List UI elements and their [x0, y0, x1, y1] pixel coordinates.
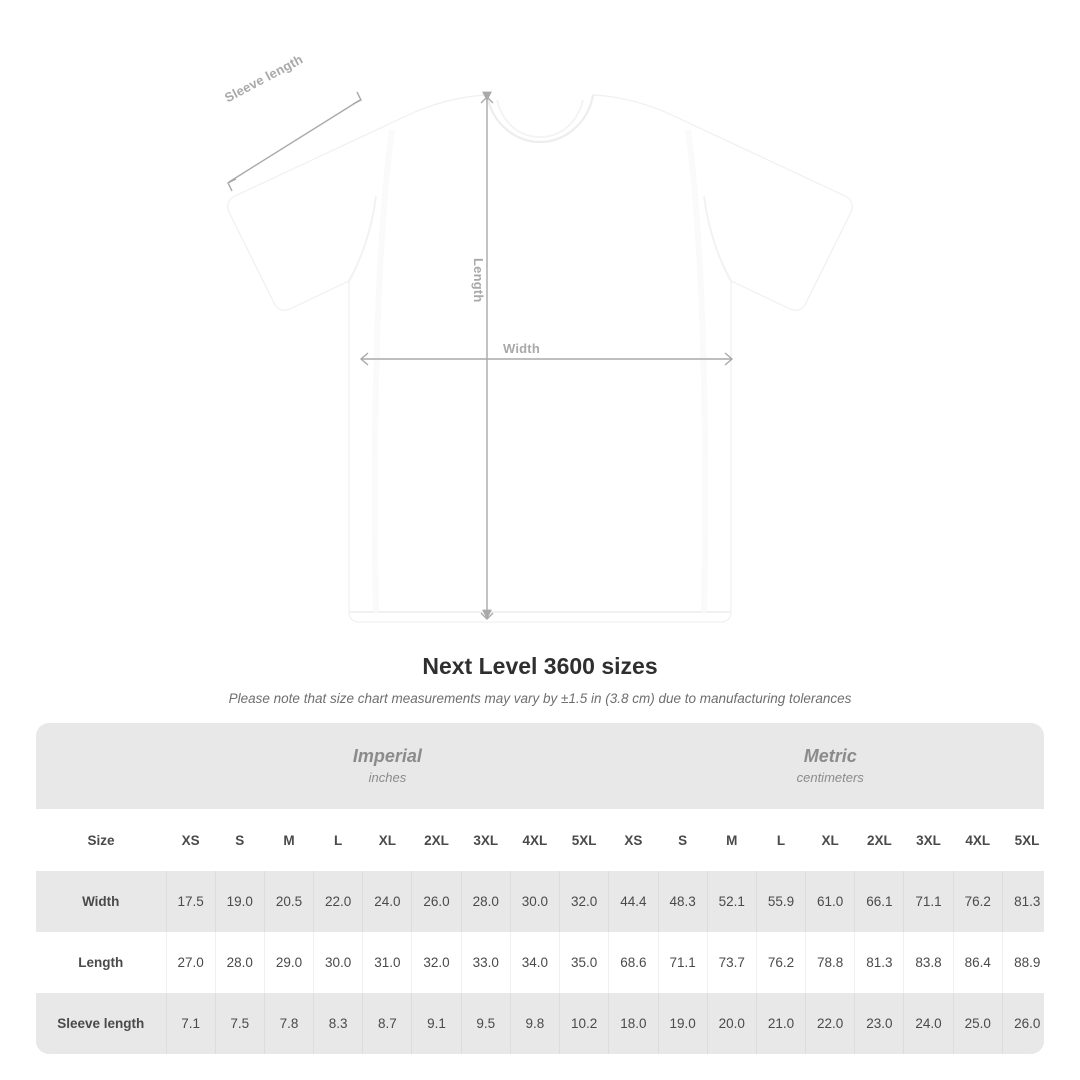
size-table-wrapper: [36, 723, 1044, 1054]
cell: 19.0: [215, 871, 264, 932]
cell: 8.3: [314, 993, 363, 1054]
size-col-header: XS: [609, 809, 658, 871]
unit-group-imperial: [166, 723, 609, 809]
cell: 22.0: [314, 871, 363, 932]
cell: 8.7: [363, 993, 412, 1054]
cell: 78.8: [806, 932, 855, 993]
cell: 26.0: [1002, 993, 1044, 1054]
sleeve-length-label: Sleeve length: [222, 51, 306, 106]
size-col-header: 3XL: [904, 809, 953, 871]
cell: 17.5: [166, 871, 215, 932]
row-label-sleeve-length: Sleeve length: [36, 993, 166, 1054]
tolerance-note: Please note that size chart measurements may vary by ±1.5 in (3.8 cm) due to manufacturing tolerances: [228, 691, 852, 706]
page-title: Next Level 3600 sizes: [422, 653, 658, 679]
cell: 9.8: [510, 993, 559, 1054]
size-col-header: L: [756, 809, 805, 871]
size-header-row: [36, 809, 1044, 871]
size-col-header: XL: [806, 809, 855, 871]
cell: 76.2: [756, 932, 805, 993]
cell: 26.0: [412, 871, 461, 932]
row-label-length: Length: [36, 932, 166, 993]
cell: 9.5: [461, 993, 510, 1054]
size-col-header: 2XL: [412, 809, 461, 871]
unit-corner-cell: [36, 723, 166, 809]
cell: 20.0: [707, 993, 756, 1054]
cell: 10.2: [560, 993, 609, 1054]
cell: 71.1: [658, 932, 707, 993]
cell: 81.3: [855, 932, 904, 993]
size-row-header: Size: [36, 809, 166, 871]
cell: 27.0: [166, 932, 215, 993]
cell: 52.1: [707, 871, 756, 932]
size-col-header: 4XL: [510, 809, 559, 871]
cell: 30.0: [510, 871, 559, 932]
cell: 9.1: [412, 993, 461, 1054]
table-row: [36, 993, 1044, 1054]
cell: 21.0: [756, 993, 805, 1054]
cell: 88.9: [1002, 932, 1044, 993]
length-label: Length: [471, 258, 486, 303]
cell: 76.2: [953, 871, 1002, 932]
cell: 25.0: [953, 993, 1002, 1054]
cell: 83.8: [904, 932, 953, 993]
cell: 24.0: [904, 993, 953, 1054]
cell: 19.0: [658, 993, 707, 1054]
cell: 48.3: [658, 871, 707, 932]
cell: 71.1: [904, 871, 953, 932]
cell: 7.5: [215, 993, 264, 1054]
size-col-header: 2XL: [855, 809, 904, 871]
row-label-width: Width: [36, 871, 166, 932]
cell: 34.0: [510, 932, 559, 993]
cell: 20.5: [264, 871, 313, 932]
size-col-header: 5XL: [560, 809, 609, 871]
table-row: [36, 932, 1044, 993]
unit-imperial-sub: inches: [368, 770, 407, 786]
cell: 32.0: [412, 932, 461, 993]
cell: 44.4: [609, 871, 658, 932]
cell: 35.0: [560, 932, 609, 993]
cell: 31.0: [363, 932, 412, 993]
size-table: [36, 723, 1044, 1054]
size-col-header: XL: [363, 809, 412, 871]
cell: 7.8: [264, 993, 313, 1054]
cell: 22.0: [806, 993, 855, 1054]
cell: 86.4: [953, 932, 1002, 993]
unit-metric-label: Metric: [803, 746, 857, 767]
cell: 7.1: [166, 993, 215, 1054]
size-col-header: 4XL: [953, 809, 1002, 871]
size-col-header: XS: [166, 809, 215, 871]
cell: 61.0: [806, 871, 855, 932]
cell: 28.0: [215, 932, 264, 993]
cell: 55.9: [756, 871, 805, 932]
cell: 23.0: [855, 993, 904, 1054]
size-col-header: 3XL: [461, 809, 510, 871]
cell: 28.0: [461, 871, 510, 932]
unit-imperial-label: Imperial: [352, 746, 422, 767]
table-row: [36, 871, 1044, 932]
cell: 18.0: [609, 993, 658, 1054]
size-col-header: M: [264, 809, 313, 871]
title-block: [0, 653, 1080, 706]
size-col-header: 5XL: [1002, 809, 1044, 871]
cell: 68.6: [609, 932, 658, 993]
size-col-header: S: [215, 809, 264, 871]
cell: 81.3: [1002, 871, 1044, 932]
cell: 29.0: [264, 932, 313, 993]
size-col-header: S: [658, 809, 707, 871]
size-col-header: L: [314, 809, 363, 871]
cell: 66.1: [855, 871, 904, 932]
cell: 24.0: [363, 871, 412, 932]
cell: 32.0: [560, 871, 609, 932]
cell: 73.7: [707, 932, 756, 993]
unit-header-row: [36, 723, 1044, 809]
unit-group-metric: [609, 723, 1044, 809]
width-label: Width: [503, 341, 540, 356]
unit-metric-sub: centimeters: [796, 770, 864, 786]
size-col-header: M: [707, 809, 756, 871]
cell: 33.0: [461, 932, 510, 993]
cell: 30.0: [314, 932, 363, 993]
